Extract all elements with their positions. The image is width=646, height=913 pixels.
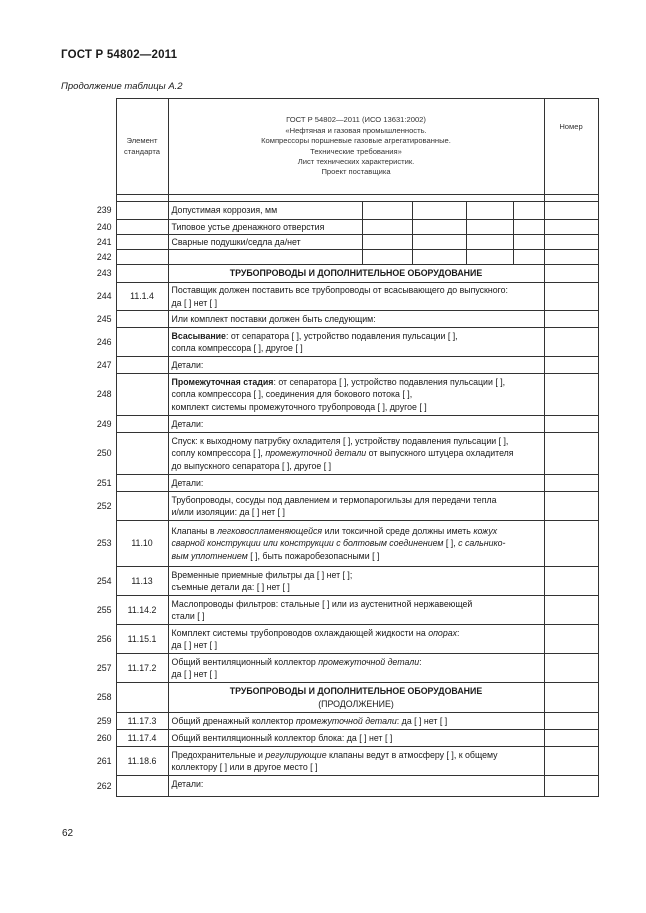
- row-text: да [ ] нет [ ]: [171, 640, 218, 650]
- element-ref: 11.10: [116, 521, 168, 567]
- row-text: съемные детали да: [ ] нет [ ]: [171, 582, 290, 592]
- table-row: [88, 475, 598, 492]
- row-number: 242: [96, 251, 112, 262]
- row-text: : от сепаратора [ ], устройство подавления пульсации [ ],: [273, 376, 506, 387]
- table-row: [88, 202, 598, 220]
- element-ref: 11.14.2: [116, 596, 168, 625]
- table-continuation-caption: Продолжение таблицы А.2: [61, 81, 183, 92]
- table-row: [88, 747, 598, 776]
- document-title: ГОСТ Р 54802—2011: [61, 49, 178, 61]
- row-text: Предохранительные и: [171, 749, 266, 760]
- section-subtitle: (ПРОДОЛЖЕНИЕ): [318, 698, 394, 709]
- row-bold-label: Всасывание: [171, 330, 226, 341]
- row-bold-label: Промежуточная стадия: [171, 376, 274, 387]
- desc-line: «Нефтяная и газовая промышленность.: [285, 125, 427, 135]
- table-row: [88, 567, 598, 596]
- row-number: 254: [96, 575, 112, 586]
- row-text: стали [ ]: [171, 611, 205, 621]
- description-column-header: [168, 99, 544, 195]
- table-row: [88, 265, 598, 283]
- row-number: 252: [96, 500, 112, 511]
- row-text-italic: кожух: [473, 525, 498, 536]
- table-row: [88, 625, 598, 654]
- row-text: Клапаны в: [171, 525, 218, 536]
- row-text-italic: с сальнико-: [458, 538, 506, 549]
- row-text: Временные приемные фильтры да [ ] нет [ ];: [171, 569, 353, 580]
- row-number: 259: [96, 715, 112, 726]
- row-number: 241: [96, 236, 112, 247]
- table-row: [88, 195, 598, 202]
- row-number: 246: [96, 336, 112, 347]
- row-text: клапаны ведут в атмосферу [ ], к общему: [326, 749, 498, 760]
- section-title: ТРУБОПРОВОДЫ И ДОПОЛНИТЕЛЬНОЕ ОБОРУДОВАНИЕ: [168, 265, 544, 283]
- element-ref: 11.17.3: [116, 713, 168, 730]
- table-row: [88, 596, 598, 625]
- row-text-italic: опорах: [428, 627, 458, 638]
- row-number: 247: [96, 359, 112, 370]
- row-text-italic: регулирующие: [265, 749, 327, 760]
- row-text: сопла компрессора [ ], соединения для бокового потока [ ],: [171, 389, 413, 400]
- row-number: 240: [96, 221, 112, 232]
- element-ref: 11.15.1: [116, 625, 168, 654]
- row-number: 255: [96, 604, 112, 615]
- table-row: [88, 357, 598, 374]
- row-text: соплу компрессора [ ],: [171, 448, 266, 459]
- row-number: 258: [96, 692, 112, 703]
- row-number: 243: [96, 268, 112, 279]
- row-text: Маслопроводы фильтров: стальные [ ] или из аустенитной нержавеющей: [171, 598, 473, 609]
- row-number: 245: [96, 313, 112, 324]
- table-row: [88, 250, 598, 265]
- row-text: [ ], быть пожаробезопасными [ ]: [247, 550, 380, 561]
- row-text-italic: промежуточной детали: [295, 715, 397, 726]
- desc-line: Проект поставщика: [321, 167, 391, 177]
- row-text: или токсичной среде должны иметь: [322, 525, 474, 536]
- table-row: [88, 311, 598, 328]
- element-ref: 11.17.2: [116, 654, 168, 683]
- row-text: да [ ] нет [ ]: [171, 669, 218, 679]
- row-number: 262: [96, 780, 112, 791]
- table-row: [88, 730, 598, 747]
- element-ref: 11.17.4: [116, 730, 168, 747]
- element-label-cont: стандарта: [124, 146, 160, 156]
- row-text: Спуск: к выходному патрубку охладителя [ ], устройству подавления пульсации [ ],: [171, 435, 509, 446]
- row-text: Сварные подушки/седла да/нет: [171, 236, 301, 247]
- row-text: Детали:: [168, 776, 544, 797]
- table-row: [88, 328, 598, 357]
- row-number: 250: [96, 448, 112, 459]
- row-text: от выпускного штуцера охладителя: [366, 448, 514, 459]
- table-header-row: [88, 99, 598, 195]
- row-text: да [ ] нет [ ]: [171, 297, 218, 308]
- element-ref: 11.18.6: [116, 747, 168, 776]
- number-column-header: Номер: [544, 99, 598, 195]
- row-text-italic: вым уплотнением: [171, 550, 248, 561]
- row-number: 248: [96, 389, 112, 400]
- row-text-italic: промежуточной детали: [318, 656, 420, 667]
- desc-line: Компрессоры поршневые газовые агрегатированные.: [261, 136, 451, 146]
- row-text: Общий вентиляционный коллектор: [171, 656, 319, 667]
- section-title: ТРУБОПРОВОДЫ И ДОПОЛНИТЕЛЬНОЕ ОБОРУДОВАНИЕ: [229, 686, 483, 696]
- row-text: комплект системы промежуточного трубопровода [ ], другое [ ]: [171, 401, 427, 412]
- table-row: [88, 654, 598, 683]
- row-text: Типовое устье дренажного отверстия: [171, 221, 325, 232]
- row-text: : да [ ] нет [ ]: [396, 715, 448, 726]
- row-text: Трубопроводы, сосуды под давлением и термопарогильзы для передачи тепла: [171, 494, 497, 505]
- row-text: и/или изоляции: да [ ] нет [ ]: [171, 507, 285, 517]
- element-ref: 11.1.4: [116, 283, 168, 311]
- row-text: Допустимая коррозия, мм: [171, 205, 278, 216]
- row-text: Комплект системы трубопроводов охлаждающей жидкости на: [171, 627, 429, 638]
- desc-line: Лист технических характеристик.: [297, 156, 415, 166]
- row-text: Детали:: [168, 475, 544, 492]
- row-text: Общий дренажный коллектор: [171, 715, 296, 726]
- row-number: 261: [96, 755, 112, 766]
- row-number: 257: [96, 662, 112, 673]
- specification-table: [88, 98, 599, 797]
- row-number: 260: [96, 732, 112, 743]
- row-number: 251: [96, 477, 112, 488]
- row-text-italic: легковоспламеняющейся: [217, 525, 323, 536]
- table-row: [88, 235, 598, 250]
- table-row: [88, 283, 598, 311]
- row-number: 253: [96, 538, 112, 549]
- row-text: Детали:: [168, 416, 544, 433]
- row-text: :: [419, 656, 422, 667]
- row-text-italic: сварной конструкции или конструкции с болтовым соединением: [171, 538, 444, 549]
- row-text: Поставщик должен поставить все трубопроводы от всасывающего до выпускного:: [171, 285, 508, 295]
- row-text: Или комплект поставки должен быть следующим:: [168, 311, 544, 328]
- table-row: [88, 492, 598, 521]
- row-text: сопла компрессора [ ], другое [ ]: [171, 343, 303, 353]
- row-text-italic: промежуточной детали: [265, 448, 367, 459]
- row-text: коллектору [ ] или в другое место [ ]: [171, 762, 318, 772]
- row-number: 244: [96, 291, 112, 302]
- row-number: 239: [96, 205, 112, 216]
- row-text: [ ],: [443, 538, 459, 549]
- table-row: [88, 220, 598, 235]
- row-text: Детали:: [168, 357, 544, 374]
- table-row: [88, 521, 598, 567]
- row-number: 249: [96, 418, 112, 429]
- page-number: 62: [62, 828, 74, 839]
- row-number: 256: [96, 633, 112, 644]
- desc-line: Технические требования»: [310, 146, 402, 156]
- element-column-header: [116, 99, 168, 195]
- row-text: :: [457, 627, 460, 638]
- table-row: [88, 374, 598, 416]
- row-text: Общий вентиляционный коллектор блока: да [ ] нет [ ]: [168, 730, 544, 747]
- table-row: [88, 713, 598, 730]
- table-row: [88, 416, 598, 433]
- row-text: : от сепаратора [ ], устройство подавления пульсации [ ],: [225, 330, 458, 341]
- desc-line: ГОСТ Р 54802—2011 (ИСО 13631:2002): [286, 115, 426, 125]
- table-row: [88, 776, 598, 797]
- row-text: до выпускного сепаратора [ ], другое [ ]: [171, 460, 332, 471]
- element-label: Элемент: [126, 136, 158, 145]
- table-row: [88, 683, 598, 713]
- element-ref: 11.13: [116, 567, 168, 596]
- table-row: [88, 433, 598, 475]
